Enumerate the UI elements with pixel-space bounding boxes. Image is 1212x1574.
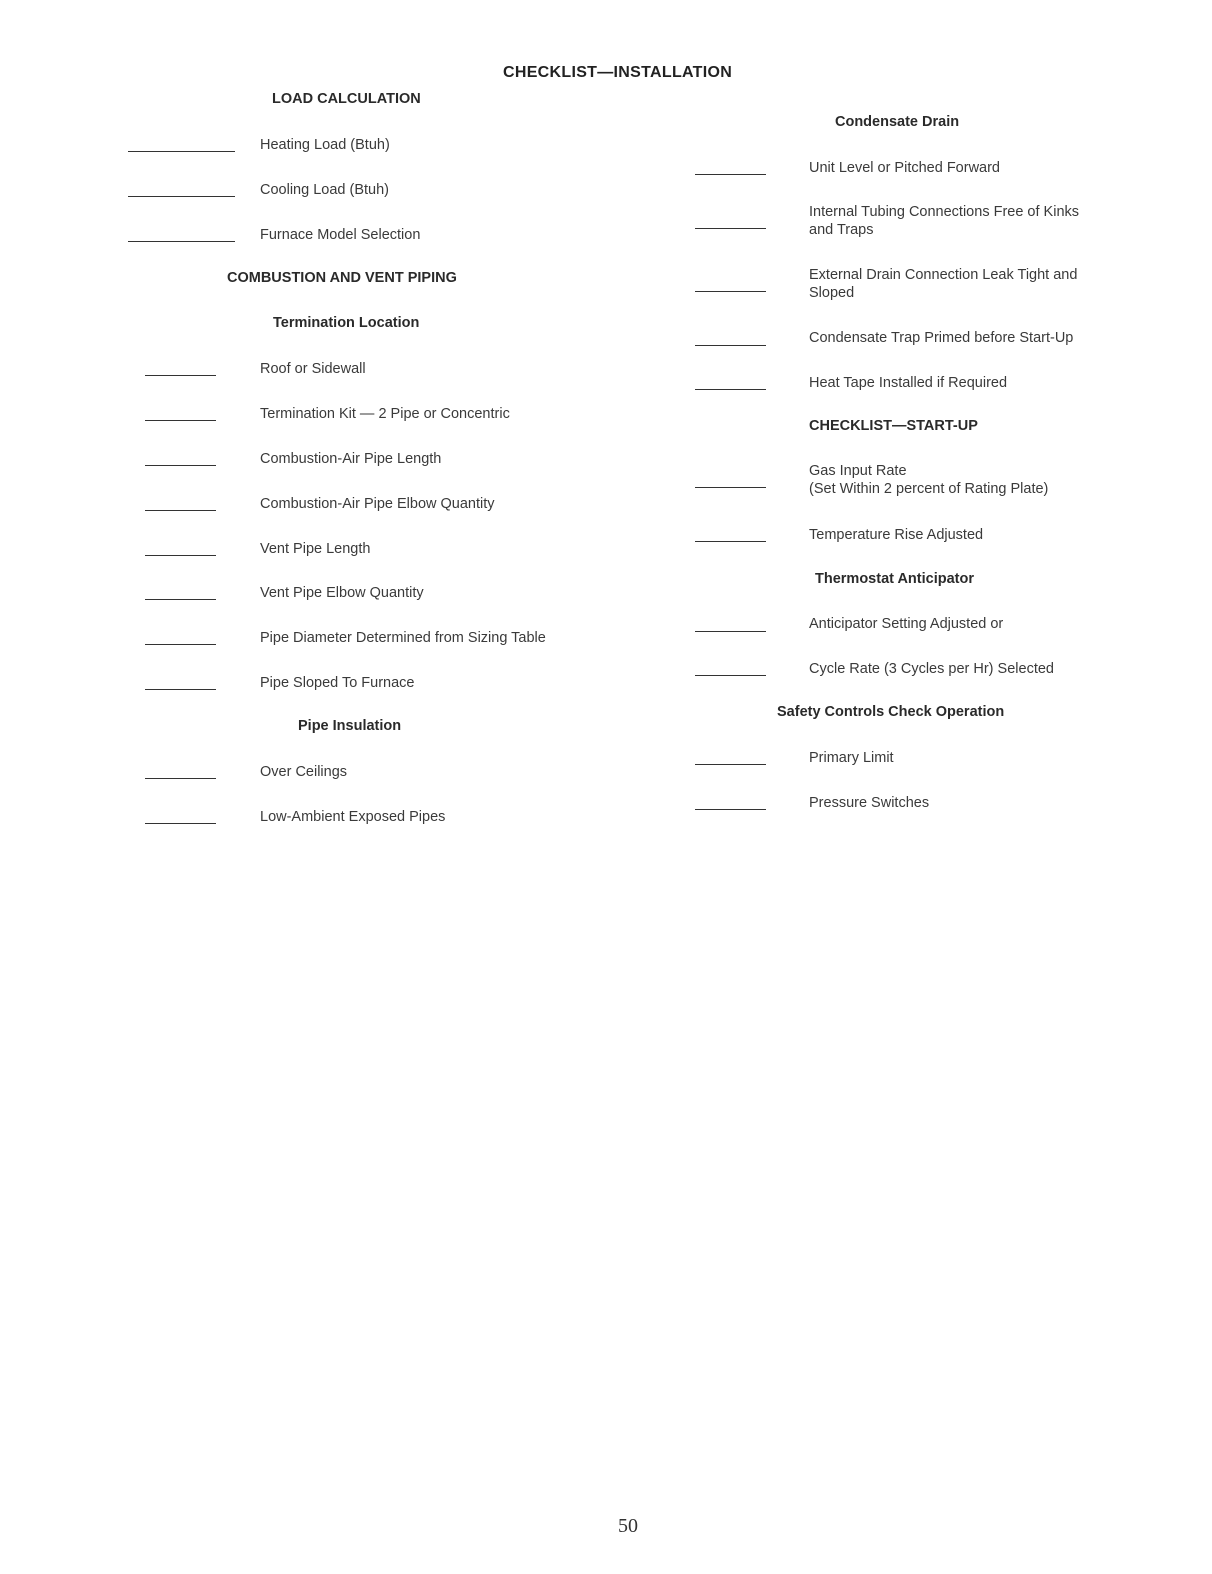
checkbox-blank[interactable] bbox=[695, 228, 766, 229]
page-number: 50 bbox=[618, 1515, 638, 1537]
checklist-item-line: and Traps bbox=[809, 222, 874, 238]
checkbox-blank[interactable] bbox=[695, 174, 766, 175]
checkbox-blank[interactable] bbox=[128, 241, 235, 242]
checklist-item: Unit Level or Pitched Forward bbox=[809, 160, 1000, 176]
pipe-insulation-heading: Pipe Insulation bbox=[298, 718, 402, 734]
checklist-item bbox=[809, 266, 1077, 302]
checklist-item: Cycle Rate (3 Cycles per Hr) Selected bbox=[809, 661, 1054, 677]
checkbox-blank[interactable] bbox=[695, 389, 766, 390]
termination-location-heading: Termination Location bbox=[273, 315, 420, 331]
combustion-vent-heading: COMBUSTION AND VENT PIPING bbox=[227, 270, 457, 286]
checkbox-blank[interactable] bbox=[145, 510, 216, 511]
checklist-item: Temperature Rise Adjusted bbox=[809, 527, 984, 543]
checkbox-blank[interactable] bbox=[695, 631, 766, 632]
checklist-item: Termination Kit — 2 Pipe or Concentric bbox=[260, 406, 510, 422]
checkbox-blank[interactable] bbox=[695, 487, 766, 488]
checklist-item: Condensate Trap Primed before Start-Up bbox=[809, 330, 1074, 346]
load-calculation-heading: LOAD CALCULATION bbox=[272, 91, 421, 107]
checklist-item: Pipe Diameter Determined from Sizing Table bbox=[260, 630, 546, 646]
checklist-item: Vent Pipe Length bbox=[260, 541, 371, 557]
checklist-item: Combustion-Air Pipe Elbow Quantity bbox=[260, 496, 495, 512]
checkbox-blank[interactable] bbox=[145, 420, 216, 421]
checklist-item-line: External Drain Connection Leak Tight and bbox=[809, 267, 1078, 283]
checkbox-blank[interactable] bbox=[695, 345, 766, 346]
checklist-item: Vent Pipe Elbow Quantity bbox=[260, 585, 424, 601]
checklist-item: Anticipator Setting Adjusted or bbox=[809, 616, 1004, 632]
condensate-drain-heading: Condensate Drain bbox=[835, 114, 960, 130]
checklist-item: Primary Limit bbox=[809, 750, 894, 766]
page-title: CHECKLIST—INSTALLATION bbox=[503, 64, 733, 81]
checkbox-blank[interactable] bbox=[145, 465, 216, 466]
checklist-item: Heating Load (Btuh) bbox=[260, 137, 390, 153]
checklist-item-line: (Set Within 2 percent of Rating Plate) bbox=[809, 481, 1049, 497]
checklist-item: Cooling Load (Btuh) bbox=[260, 182, 389, 198]
checkbox-blank[interactable] bbox=[695, 675, 766, 676]
checklist-item: Pressure Switches bbox=[809, 795, 930, 811]
checkbox-blank[interactable] bbox=[695, 809, 766, 810]
checklist-item-line: Sloped bbox=[809, 285, 855, 301]
checkbox-blank[interactable] bbox=[145, 375, 216, 376]
checklist-startup-heading: CHECKLIST—START-UP bbox=[809, 418, 978, 434]
checklist-item: Heat Tape Installed if Required bbox=[809, 375, 1008, 391]
checklist-item: Over Ceilings bbox=[260, 764, 348, 780]
safety-controls-heading: Safety Controls Check Operation bbox=[777, 704, 1005, 720]
checklist-item: Roof or Sidewall bbox=[260, 361, 366, 377]
checkbox-blank[interactable] bbox=[695, 291, 766, 292]
checkbox-blank[interactable] bbox=[145, 778, 216, 779]
checklist-item: Combustion-Air Pipe Length bbox=[260, 451, 442, 467]
checkbox-blank[interactable] bbox=[145, 689, 216, 690]
checkbox-blank[interactable] bbox=[145, 599, 216, 600]
checkbox-blank[interactable] bbox=[145, 823, 216, 824]
checklist-item-line: Internal Tubing Connections Free of Kinks bbox=[809, 204, 1080, 220]
checkbox-blank[interactable] bbox=[128, 151, 235, 152]
checkbox-blank[interactable] bbox=[145, 555, 216, 556]
checklist-item: Low-Ambient Exposed Pipes bbox=[260, 809, 446, 825]
checklist-item bbox=[809, 203, 1079, 239]
checkbox-blank[interactable] bbox=[128, 196, 235, 197]
checklist-item bbox=[809, 462, 1048, 498]
checkbox-blank[interactable] bbox=[695, 541, 766, 542]
checklist-item-line: Gas Input Rate bbox=[809, 463, 907, 479]
checkbox-blank[interactable] bbox=[145, 644, 216, 645]
thermostat-anticipator-heading: Thermostat Anticipator bbox=[815, 571, 974, 587]
checklist-item: Pipe Sloped To Furnace bbox=[260, 675, 415, 691]
checklist-item: Furnace Model Selection bbox=[260, 227, 421, 243]
checkbox-blank[interactable] bbox=[695, 764, 766, 765]
